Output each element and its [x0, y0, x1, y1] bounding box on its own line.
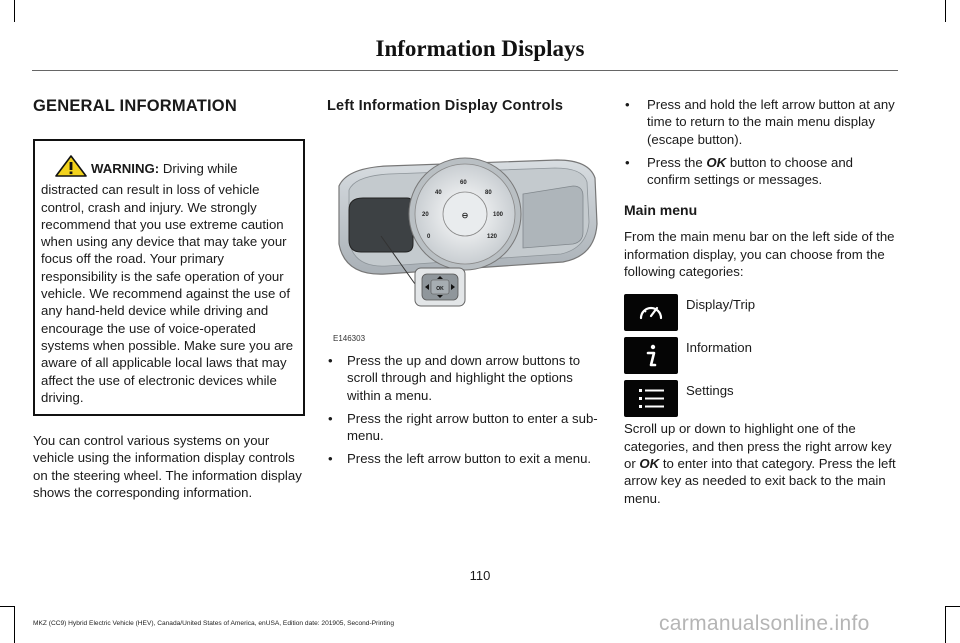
gauge-icon [624, 294, 678, 331]
gauge-label-120: 120 [487, 234, 498, 240]
instrument-cluster-figure [327, 116, 603, 352]
control-bullet-list [327, 352, 603, 468]
closing-paragraph: Scroll up or down to highlight one of the categories, and then press the right arrow key or OK to enter into that category. Press the left arrow key as needed to exit back to the main menu. [624, 421, 896, 506]
main-menu-intro: From the main menu bar on the left side of the information display, you can choose from the following categories: [624, 229, 895, 280]
svg-text:⊖: ⊖ [461, 211, 469, 220]
crop-mark-bottom-right-v [945, 606, 946, 643]
gauge-label-0: 0 [427, 234, 431, 240]
menu-label-settings: Settings [686, 383, 734, 399]
info-icon [624, 337, 678, 374]
control-bullet: • Press the right arrow button to enter a sub-menu. [328, 410, 598, 444]
intro-paragraph: You can control various systems on your vehicle using the information display controls on the steering wheel. The information display shows the corresponding information. [33, 433, 302, 501]
crop-mark-bottom-right-h [946, 606, 960, 607]
instrument-cluster-illustration [327, 116, 603, 326]
control-bullet: • Press the left arrow button to exit a menu. [328, 451, 592, 467]
crop-mark-bottom-left-v [14, 606, 15, 643]
section-heading-display-controls: Left Information Display Controls [327, 98, 564, 114]
warning-triangle-icon [55, 155, 87, 181]
watermark: carmanualsonline.info [659, 612, 870, 635]
button-bullet-list [624, 96, 899, 188]
gauge-label-100: 100 [493, 212, 504, 218]
crop-mark-top-left-v [14, 0, 15, 22]
left-info-display-screen [349, 198, 413, 252]
list-icon [624, 380, 678, 417]
gauge-label-40: 40 [435, 190, 442, 196]
gauge-label-80: 80 [485, 190, 492, 196]
menu-item-information [624, 337, 899, 380]
warning-label: WARNING: [91, 161, 160, 176]
figure-code: E146303 [333, 334, 366, 343]
page-title: Information Displays [375, 36, 585, 61]
crop-mark-top-right-v [945, 0, 946, 22]
steering-wheel-control-pad [415, 268, 465, 306]
gauge-label-60: 60 [460, 180, 467, 186]
gauge-label-20: 20 [422, 212, 429, 218]
crop-mark-bottom-left-h [0, 606, 14, 607]
page-number: 110 [469, 568, 491, 583]
menu-label-display-trip: Display/Trip [686, 297, 756, 313]
warning-box [33, 139, 305, 416]
header-rule [32, 70, 898, 71]
edition-footer: MKZ (CC9) Hybrid Electric Vehicle (HEV), Canada/United States of America, enUSA, Edition date: 201905, Second-Printing [33, 620, 394, 627]
column-main-menu [624, 96, 899, 507]
warning-text: Driving while distracted can result in loss of vehicle control, crash and injury. We strongly recommend that you use extreme caution when using any device that may take your focus off the road. Your primary responsibility is the safe operation of your vehicle. We recommend against the use of any hand-held device while driving and encourage the use of voice-operated systems when possible. Make sure you are aware of all applicable local laws that may affect the use of electronic devices while driving. [41, 161, 294, 405]
main-menu-heading: Main menu [624, 202, 698, 219]
menu-item-display-trip [624, 294, 899, 337]
menu-label-information: Information [686, 340, 752, 356]
ok-key-label: OK [436, 286, 444, 292]
right-display-area [523, 186, 583, 248]
ok-bullet: • Press the OK button to choose and confirm settings or messages. [625, 154, 854, 188]
menu-item-settings [624, 380, 899, 423]
section-heading-general-information: GENERAL INFORMATION [33, 97, 237, 115]
escape-bullet: • Press and hold the left arrow button at any time to return to the main menu display (escape button). [625, 97, 895, 147]
column-general-information [33, 96, 305, 501]
control-bullet: • Press the up and down arrow buttons to scroll through and highlight the options within a menu. [328, 353, 581, 403]
column-controls [327, 96, 603, 474]
